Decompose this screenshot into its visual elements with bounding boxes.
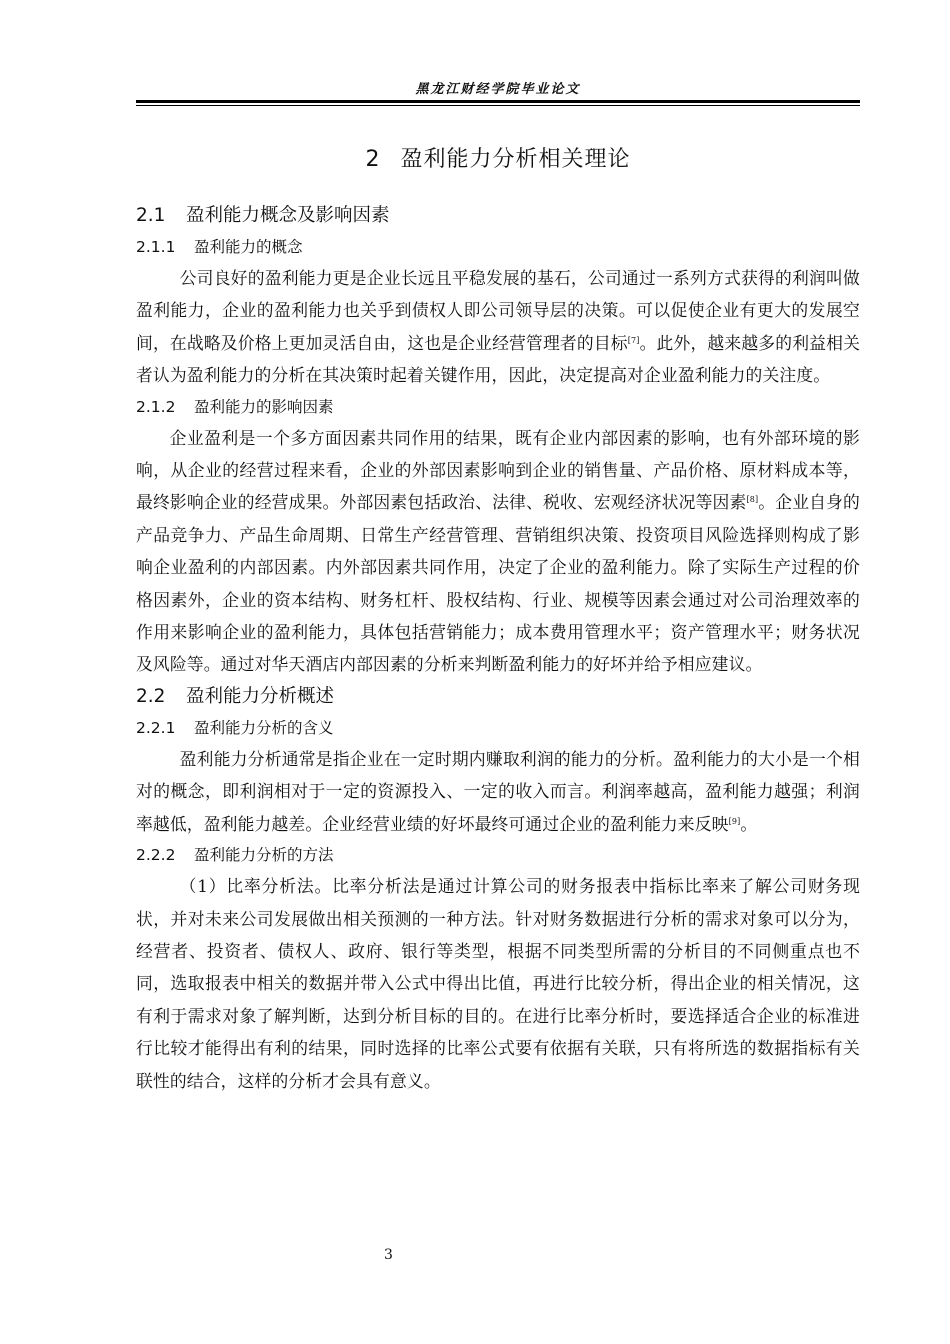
header-rule-thin <box>136 105 860 106</box>
subsection-heading-2-1-2 <box>136 392 860 422</box>
header-rule-thick <box>136 100 860 103</box>
body-content <box>136 200 860 1097</box>
subsection-title: 盈利能力分析的方法 <box>194 846 334 865</box>
paragraph-2-1-1 <box>136 262 860 392</box>
citation-ref: [8] <box>746 495 759 505</box>
citation-ref: [7] <box>627 335 640 345</box>
chapter-number: 2 <box>365 147 381 172</box>
subsection-number: 2.2.2 <box>136 846 176 865</box>
chapter-title-text: 盈利能力分析相关理论 <box>400 147 631 172</box>
section-title: 盈利能力分析概述 <box>186 685 335 707</box>
page-number: 3 <box>384 1247 393 1263</box>
paragraph-2-1-2 <box>136 422 860 681</box>
subsection-title: 盈利能力分析的含义 <box>194 718 334 737</box>
running-header: 黑龙江财经学院毕业论文 <box>415 82 581 97</box>
paragraph-text: 公司良好的盈利能力更是企业长远且平稳发展的基石，公司通过一系列方式获得的利润叫做盈利能力，企业的盈利能力也关乎到债权人即公司领导层的决策。可以促使企业有更大的发展空间，在战略及价格上更加灵活自由，这也是企业经营管理者的目标 <box>136 268 860 353</box>
paragraph-2-2-1 <box>136 743 860 840</box>
subsection-number: 2.2.1 <box>136 718 176 737</box>
paragraph-text: 盈利能力分析通常是指企业在一定时期内赚取利润的能力的分析。盈利能力的大小是一个相对的概念，即利润相对于一定的资源投入、一定的收入而言。利润率越高，盈利能力越强；利润率越低，盈利能力越差。企业经营业绩的好坏最终可通过企业的盈利能力来反映 <box>136 748 860 834</box>
subsection-heading-2-2-1 <box>136 713 860 743</box>
subsection-number: 2.1.1 <box>136 238 176 256</box>
paragraph-text: 。企业自身的产品竞争力、产品生命周期、日常生产经营管理、营销组织决策、投资项目风险选择则构成了影响企业盈利的内部因素。内外部因素共同作用，决定了企业的盈利能力。除了实际生产过程的价格因素外，企业的资本结构、财务杠杆、股权结构、行业、规模等因素会通过对公司治理效率的作用来影响企业的盈利能力，具体包括营销能力；成本费用管理水平；资产管理水平；财务状况及风险等。通过对华天酒店内部因素的分析来判断盈利能力的好坏并给予相应建议。 <box>136 492 860 675</box>
chapter-title <box>136 142 860 173</box>
paragraph-2-2-2: （1）比率分析法。比率分析法是通过计算公司的财务报表中指标比率来了解公司财务现状，并对未来公司发展做出相关预测的一种方法。针对财务数据进行分析的需求对象可以分为，经营者、投资者、债权人、政府、银行等类型，根据不同类型所需的分析目的不同侧重点也不同，选取报表中相关的数据并带入公式中得出比值，再进行比较分析，得出企业的相关情况，这有利于需求对象了解判断，达到分析目标的目的。在进行比率分析时，要选择适合企业的标准进行比较才能得出有利的结果，同时选择的比率公式要有依据有关联，只有将所选的数据指标有关联性的结合，这样的分析才会具有意义。 <box>136 876 860 1091</box>
paragraph-text: 。此外，越来越多的利益相关者认为盈利能力的分析在其决策时起着关键作用，因此，决定提高对企业盈利能力的关注度。 <box>136 332 861 386</box>
section-heading-2-2 <box>136 681 860 713</box>
subsection-title: 盈利能力的概念 <box>194 238 303 256</box>
subsection-heading-2-1-1 <box>136 232 860 262</box>
paragraph-text: 。 <box>740 813 758 834</box>
section-heading-2-1 <box>136 200 860 232</box>
section-number: 2.2 <box>136 685 166 707</box>
subsection-heading-2-2-2 <box>136 840 860 870</box>
subsection-title: 盈利能力的影响因素 <box>194 397 334 416</box>
paragraph-text: 企业盈利是一个多方面因素共同作用的结果，既有企业内部因素的影响，也有外部环境的影响，从企业的经营过程来看，企业的外部因素影响到企业的销售量、产品价格、原材料成本等，最终影响企业的经营成果。外部因素包括政治、法律、税收、宏观经济状况等因素 <box>136 427 860 513</box>
section-number: 2.1 <box>136 205 166 226</box>
subsection-number: 2.1.2 <box>136 397 176 416</box>
section-title: 盈利能力概念及影响因素 <box>186 205 390 226</box>
citation-ref: [9] <box>728 816 741 826</box>
